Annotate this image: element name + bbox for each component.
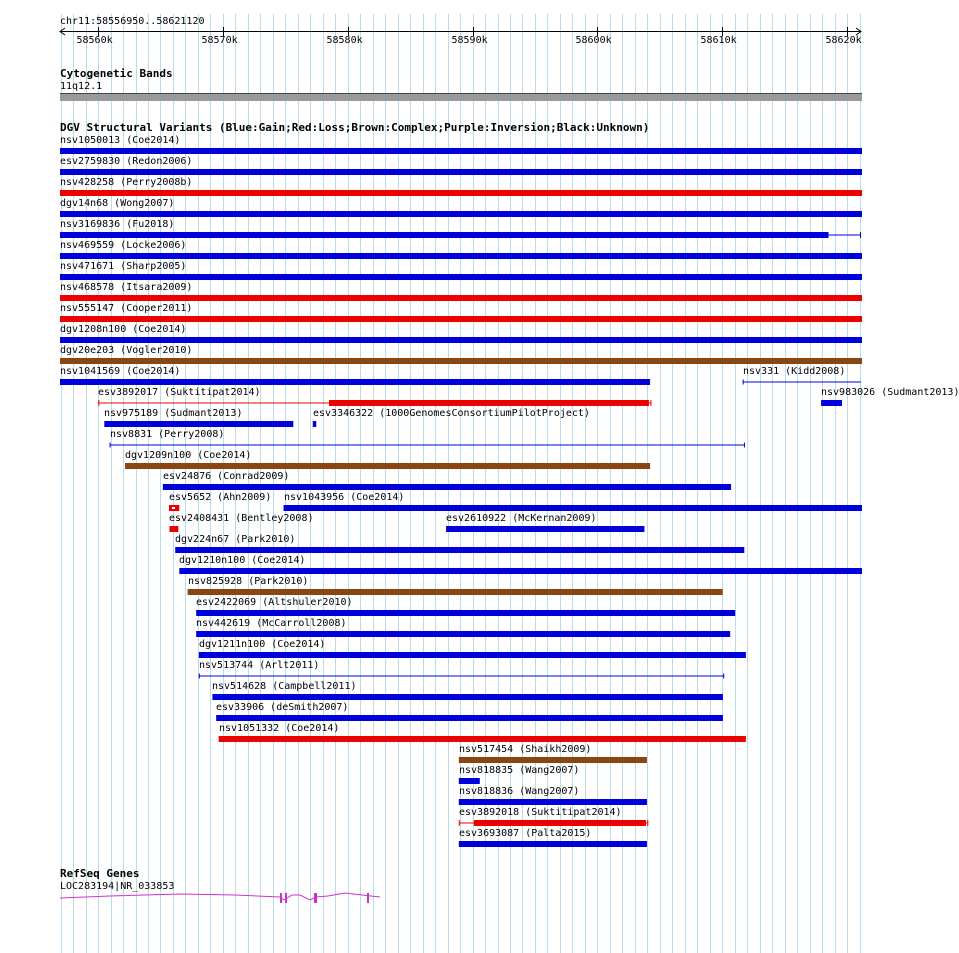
variant-label[interactable]: nsv468578 (Itsara2009) [60, 282, 193, 293]
variant-label[interactable]: esv5652 (Ahn2009) [169, 492, 272, 503]
variant-label[interactable]: nsv825928 (Park2010) [188, 576, 309, 587]
variant-bar [60, 337, 862, 343]
variant-bar [459, 841, 647, 847]
ruler-tick-label: 58600k [575, 35, 612, 46]
variant-label[interactable]: nsv983026 (Sudmant2013) [821, 387, 959, 398]
variant-bar [459, 799, 647, 805]
gene-exon [367, 893, 369, 903]
variant-bar [196, 610, 735, 616]
refseq-gene-label[interactable]: LOC283194|NR_033853 [60, 881, 175, 892]
variant-bar [169, 526, 178, 532]
variant-label[interactable]: esv33906 (deSmith2007) [216, 702, 349, 713]
variant-label[interactable]: nsv3169836 (Fu2018) [60, 219, 175, 230]
refseq-track-title: RefSeq Genes [60, 867, 140, 880]
variant-label[interactable]: nsv975189 (Sudmant2013) [104, 408, 243, 419]
variant-label[interactable]: nsv517454 (Shaikh2009) [459, 744, 592, 755]
variant-label[interactable]: esv2408431 (Bentley2008) [169, 513, 314, 524]
variant-label[interactable]: nsv818836 (Wang2007) [459, 786, 580, 797]
ruler-tick-label: 58590k [451, 35, 488, 46]
gene-exon [280, 893, 282, 903]
variant-bar [60, 232, 829, 238]
cytoband-bar [60, 93, 862, 101]
variant-bar [60, 316, 862, 322]
variant-label[interactable]: nsv1043956 (Coe2014) [284, 492, 405, 503]
variant-bar [60, 358, 862, 364]
variant-bar [313, 421, 316, 427]
variant-label[interactable]: nsv514628 (Campbell2011) [212, 681, 357, 692]
variant-label[interactable]: esv3693087 (Palta2015) [459, 828, 592, 839]
variant-bar [196, 631, 730, 637]
variant-label[interactable]: dgv20e203 (Vogler2010) [60, 345, 193, 356]
gene-intron-line [284, 893, 380, 900]
variant-bar [216, 715, 723, 721]
cytoband-label: 11q12.1 [60, 81, 103, 92]
variant-bar [459, 778, 480, 784]
variant-bar [125, 463, 650, 469]
variant-bar [474, 820, 646, 826]
variant-bar [104, 421, 293, 427]
variant-label[interactable]: esv3892017 (Suktitipat2014) [98, 387, 261, 398]
gene-exon [285, 893, 287, 903]
variant-label[interactable]: nsv331 (Kidd2008) [743, 366, 846, 377]
variant-bar [219, 736, 746, 742]
variant-bar [199, 652, 746, 658]
ruler-tick-label: 58560k [76, 35, 113, 46]
variant-bar [60, 253, 862, 259]
variant-label[interactable]: dgv14n68 (Wong2007) [60, 198, 175, 209]
variant-bar [284, 505, 862, 511]
variant-label[interactable]: nsv513744 (Arlt2011) [199, 660, 320, 671]
ruler-tick-label: 58580k [326, 35, 363, 46]
variant-label[interactable]: nsv428258 (Perry2008b) [60, 177, 193, 188]
variant-label[interactable]: nsv1051332 (Coe2014) [219, 723, 340, 734]
variant-label[interactable]: nsv1050013 (Coe2014) [60, 135, 181, 146]
variant-label[interactable]: nsv471671 (Sharp2005) [60, 261, 187, 272]
variant-label[interactable]: dgv1210n100 (Coe2014) [179, 555, 306, 566]
variant-label[interactable]: nsv555147 (Cooper2011) [60, 303, 193, 314]
variant-bar [188, 589, 723, 595]
variant-bar [60, 295, 862, 301]
variant-bar [163, 484, 731, 490]
variant-bar [60, 211, 862, 217]
variant-label[interactable]: dgv1211n100 (Coe2014) [199, 639, 326, 650]
variant-label[interactable]: nsv469559 (Locke2006) [60, 240, 187, 251]
variant-label[interactable]: nsv8831 (Perry2008) [110, 429, 225, 440]
variant-bar [175, 547, 744, 553]
dgv-track-title: DGV Structural Variants (Blue:Gain;Red:Loss;Brown:Complex;Purple:Inversion;Black:Unknown) [60, 121, 650, 134]
variant-bar [446, 526, 644, 532]
variant-label[interactable]: dgv1209n100 (Coe2014) [125, 450, 252, 461]
gene-intron-line [60, 894, 284, 900]
variant-bar [60, 274, 862, 280]
variant-label[interactable]: esv2759830 (Redon2006) [60, 156, 193, 167]
ruler-tick-label: 58570k [201, 35, 238, 46]
gene-exon [314, 893, 317, 903]
variant-bar [329, 400, 649, 406]
variant-bar [459, 757, 647, 763]
variant-label[interactable]: dgv1208n100 (Coe2014) [60, 324, 187, 335]
variant-bar [60, 169, 862, 175]
variant-label[interactable]: nsv1041569 (Coe2014) [60, 366, 181, 377]
variant-bar [179, 568, 862, 574]
variant-bar [821, 400, 842, 406]
ruler-tick-label: 58620k [825, 35, 862, 46]
variant-label[interactable]: nsv442619 (McCarroll2008) [196, 618, 347, 629]
variant-label[interactable]: esv2422069 (Altshuler2010) [196, 597, 353, 608]
variant-label[interactable]: esv2610922 (McKernan2009) [446, 513, 597, 524]
variant-bar [60, 379, 650, 385]
variant-label[interactable]: dgv224n67 (Park2010) [175, 534, 296, 545]
variant-label[interactable]: nsv818835 (Wang2007) [459, 765, 580, 776]
region-label: chr11:58556950..58621120 [60, 16, 205, 27]
variant-bar [212, 694, 723, 700]
variant-bar [60, 190, 862, 196]
variant-bar [60, 148, 862, 154]
variant-label[interactable]: esv3346322 (1000GenomesConsortiumPilotProject) [313, 408, 590, 419]
variant-label[interactable]: esv24876 (Conrad2009) [163, 471, 290, 482]
cytoband-track-title: Cytogenetic Bands [60, 67, 173, 80]
variant-label[interactable]: esv3892018 (Suktitipat2014) [459, 807, 622, 818]
ruler-tick-label: 58610k [700, 35, 737, 46]
